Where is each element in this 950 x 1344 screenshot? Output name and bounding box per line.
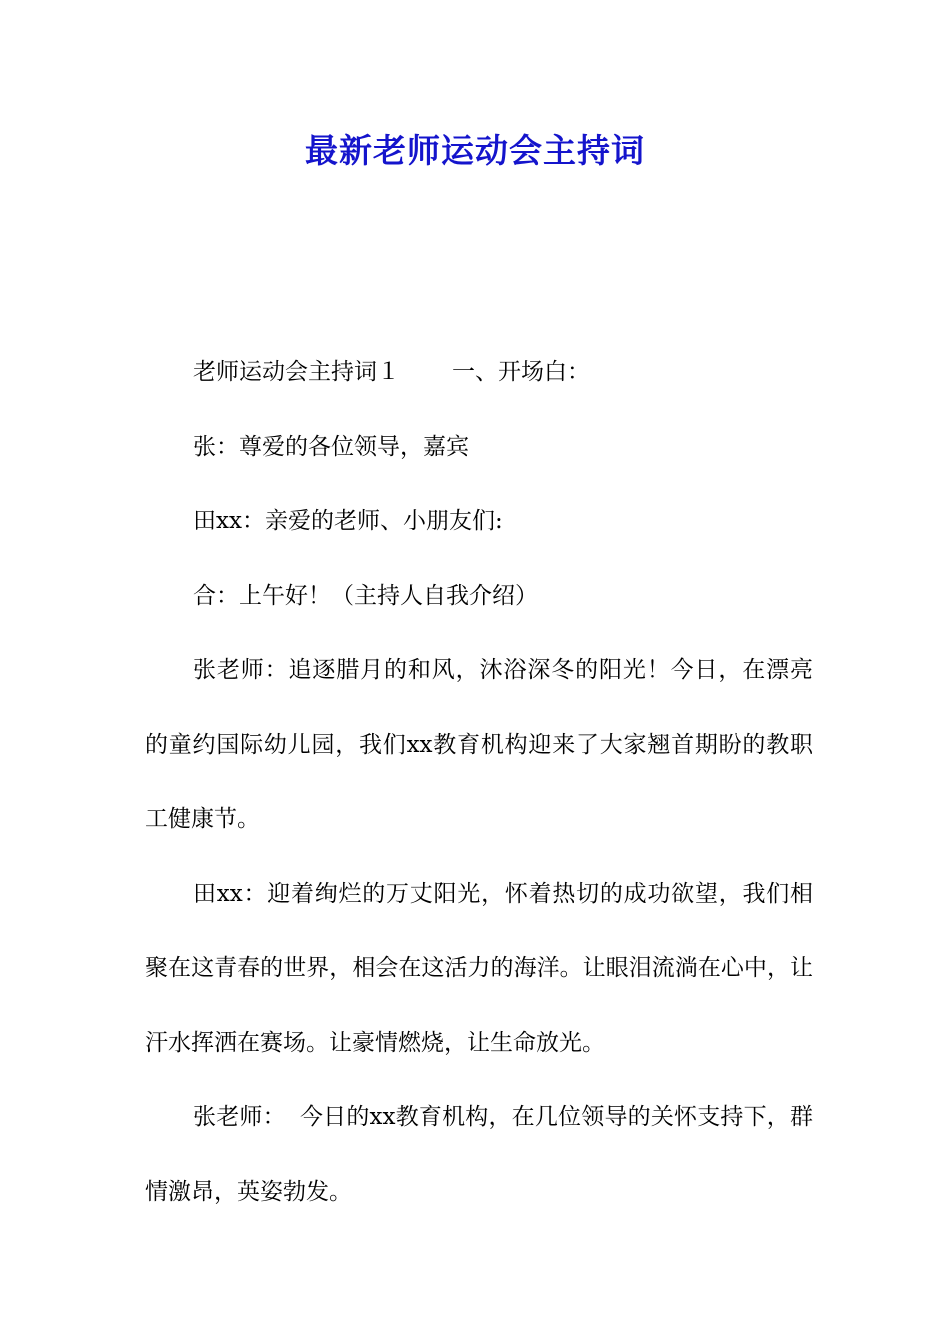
paragraph: 田xx：迎着绚烂的万丈阳光，怀着热切的成功欲望，我们相聚在这青春的世界，相会在这活力的海洋。让眼泪流淌在心中，让汗水挥洒在赛场。让豪情燃烧，让生命放光。: [145, 880, 813, 1056]
document-title: 最新老师运动会主持词: [305, 131, 645, 170]
paragraph: 田xx：亲爱的老师、小朋友们:: [193, 508, 503, 534]
paragraph-opening-header: [145, 335, 813, 410]
paragraph-speaker: [145, 1080, 813, 1229]
paragraph: 张老师：追逐腊月的和风，沐浴深冬的阳光！今日，在漂亮的童约国际幼儿园，我们xx教育机构迎来了大家翘首期盼的教职工健康节。: [145, 657, 813, 832]
opening-label: 一、开场白：: [452, 359, 590, 385]
document-body: [145, 335, 813, 1229]
section-heading: 老师运动会主持词１: [193, 359, 400, 385]
paragraph: 合：上午好！（主持人自我介绍）: [193, 582, 538, 609]
speaker-label: 张老师：: [193, 1104, 286, 1130]
speaker-line: 今日的xx教育机构，在几位领导的关怀支持下，群情激昂，英姿勃发。: [145, 1104, 813, 1205]
paragraph: 张：尊爱的各位领导，嘉宾: [193, 433, 469, 460]
